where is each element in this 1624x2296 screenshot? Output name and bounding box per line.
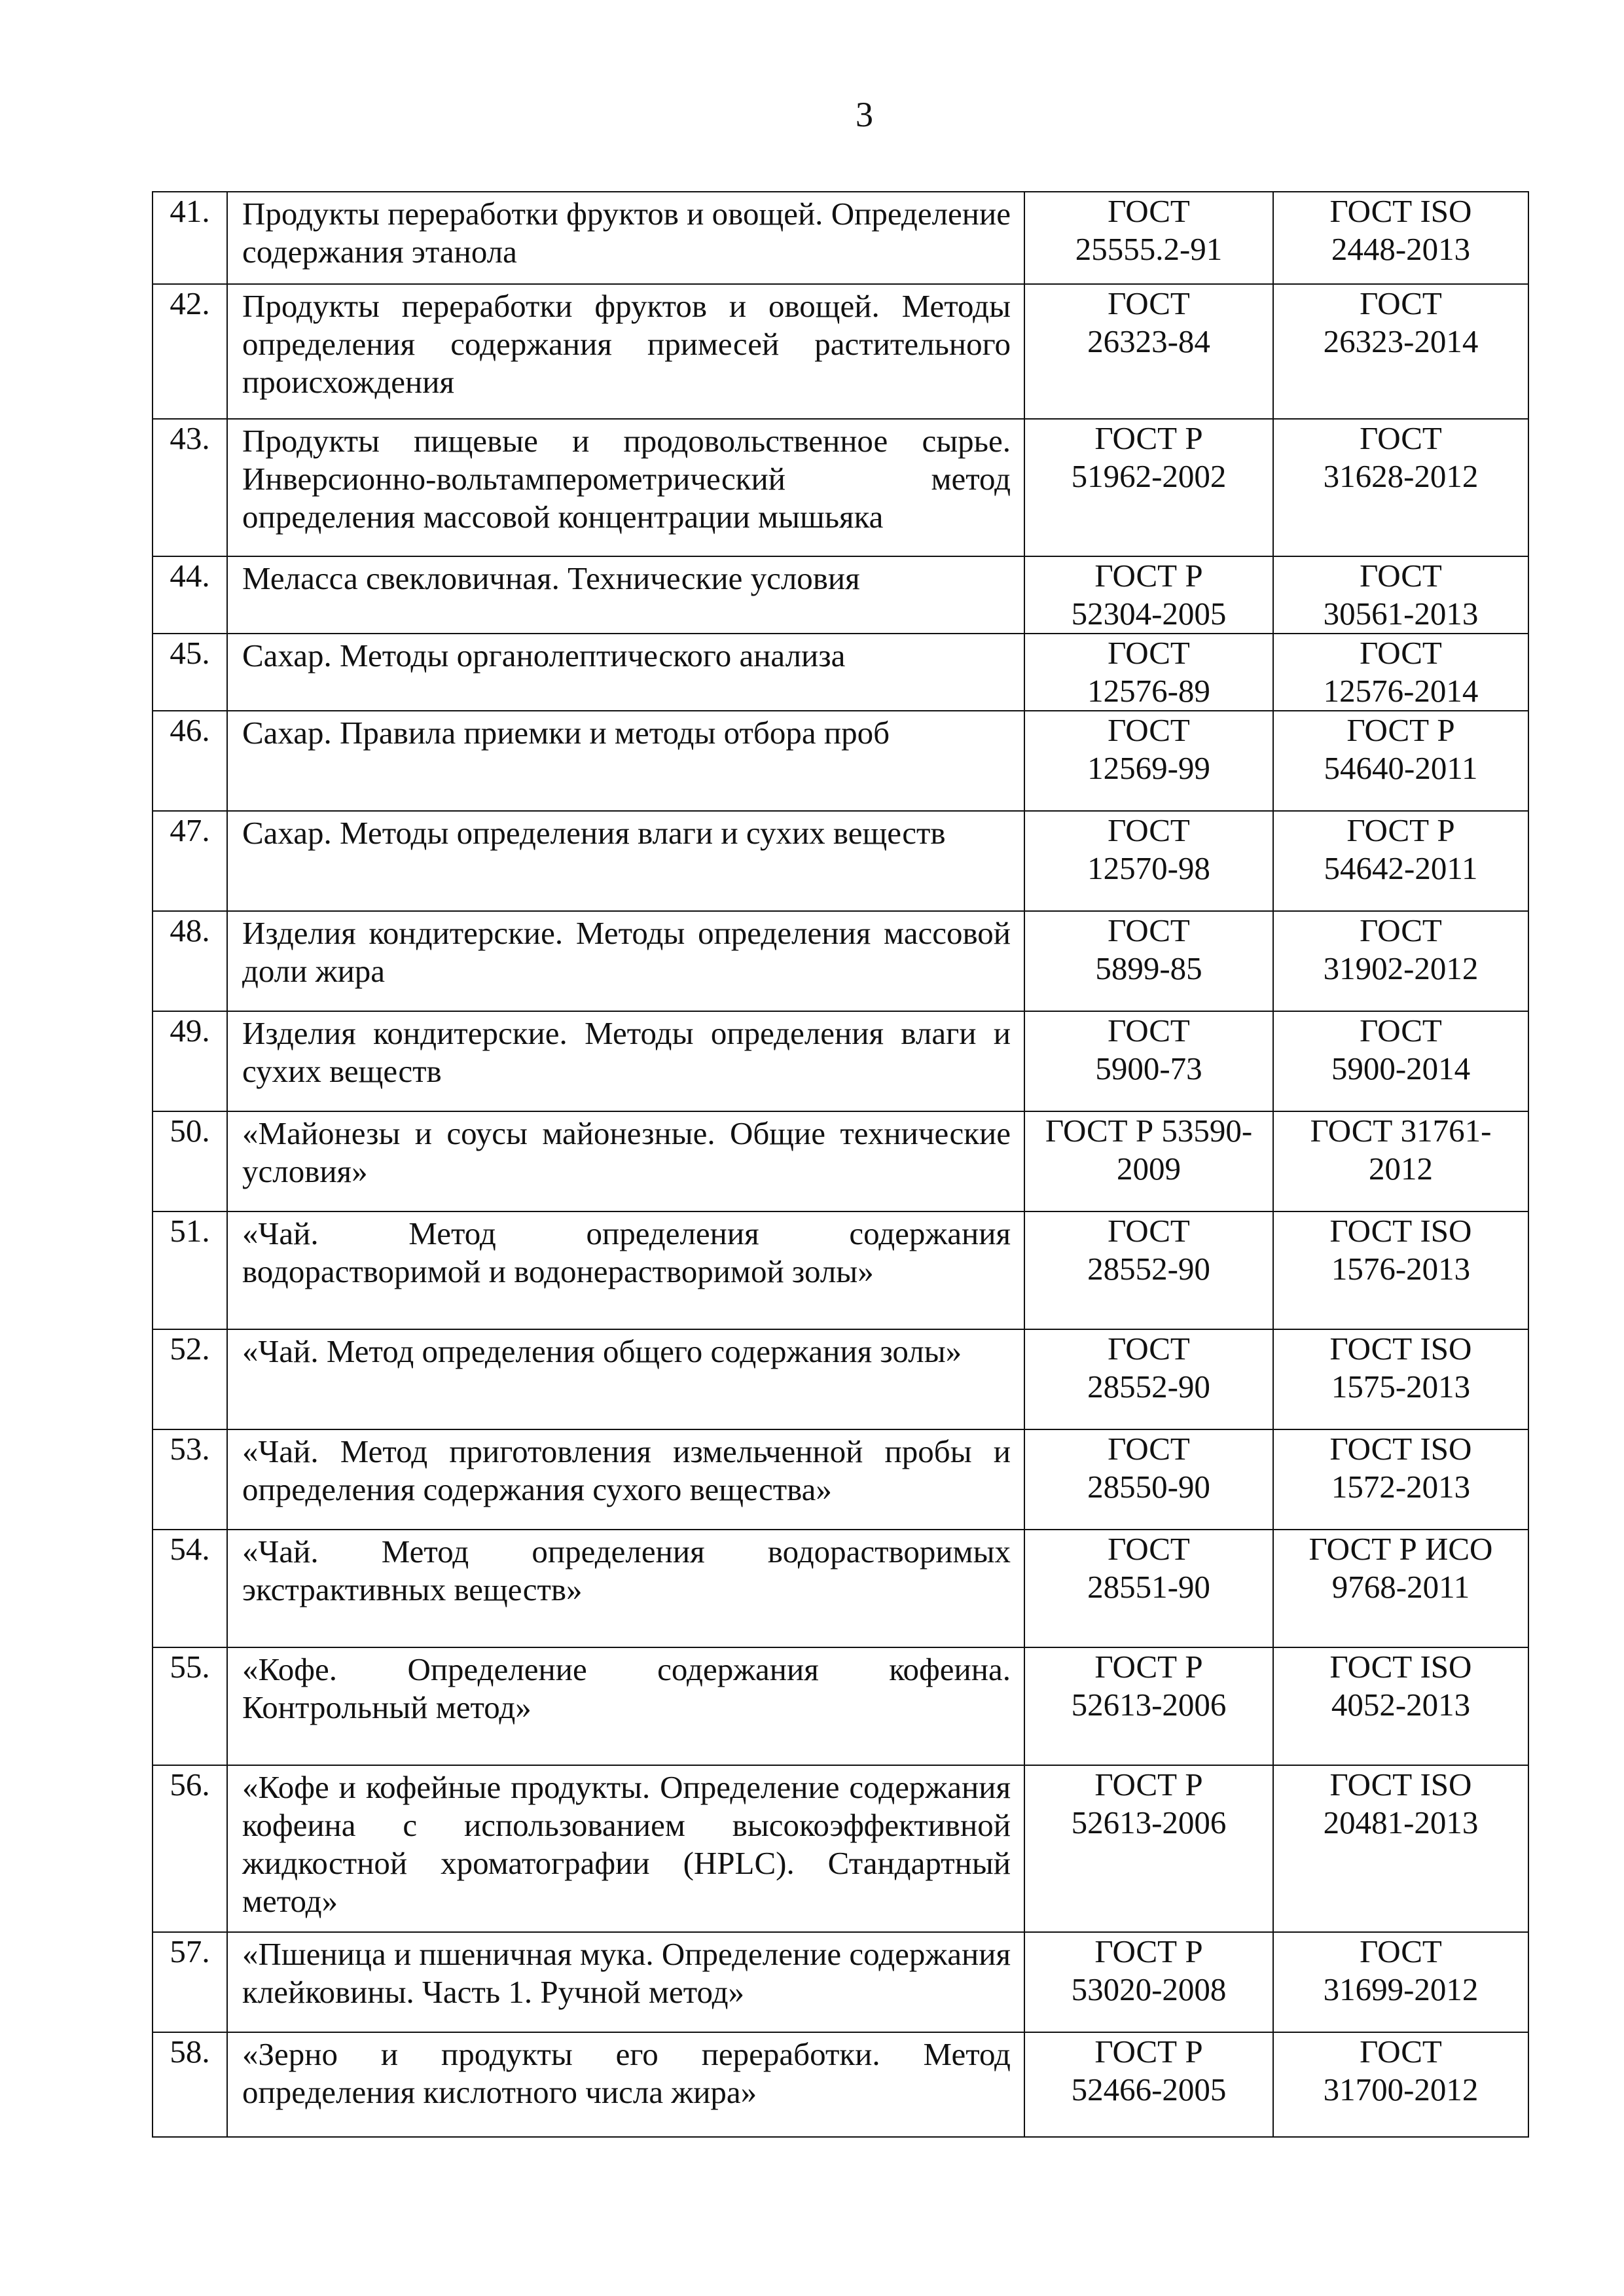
new-standard-code (1273, 911, 1528, 1011)
new-standard-code (1273, 1530, 1528, 1647)
new-standard-code (1273, 634, 1528, 711)
standard-code-line: ГОСТ Р ИСО (1308, 1531, 1493, 1567)
standard-code-line: 54642-2011 (1324, 850, 1478, 886)
standard-code-line: 28551-90 (1087, 1569, 1210, 1605)
new-standard-code (1273, 1932, 1528, 2032)
standard-code-line: 52613-2006 (1071, 1804, 1227, 1840)
new-standard-code (1273, 1211, 1528, 1329)
new-standard-code (1273, 2032, 1528, 2137)
table-row (153, 419, 1528, 556)
row-number: 47. (153, 811, 227, 911)
standard-code-line: 4052-2013 (1331, 1687, 1471, 1723)
standard-code-line: 28552-90 (1087, 1251, 1210, 1287)
standard-code-line: 31700-2012 (1323, 2072, 1479, 2108)
standard-code-line: ГОСТ (1360, 2034, 1442, 2070)
table-row (153, 1932, 1528, 2032)
old-standard-code (1024, 1932, 1273, 2032)
standard-code-line: 2009 (1117, 1151, 1181, 1187)
table-row (153, 634, 1528, 711)
standard-title: Сахар. Методы определения влаги и сухих веществ (227, 811, 1024, 911)
standard-title: «Чай. Метод определения общего содержания золы» (227, 1329, 1024, 1429)
old-standard-code (1024, 1647, 1273, 1765)
row-number: 48. (153, 911, 227, 1011)
standard-code-line: 26323-2014 (1323, 323, 1479, 359)
old-standard-code (1024, 1530, 1273, 1647)
standard-code-line: ГОСТ (1108, 912, 1190, 948)
standard-code-line: ГОСТ Р (1346, 712, 1455, 748)
new-standard-code (1273, 1647, 1528, 1765)
standard-code-line: ГОСТ (1108, 812, 1190, 848)
standard-code-line: ГОСТ ISO (1329, 1649, 1472, 1685)
table-row (153, 192, 1528, 284)
old-standard-code (1024, 419, 1273, 556)
standard-code-line: ГОСТ 31761- (1310, 1113, 1492, 1149)
standard-code-line: 31628-2012 (1323, 458, 1479, 494)
standard-code-line: ГОСТ (1108, 1431, 1190, 1467)
standard-code-line: 9768-2011 (1331, 1569, 1470, 1605)
standard-code-line: ГОСТ (1360, 1933, 1442, 1969)
old-standard-code (1024, 1211, 1273, 1329)
table-row (153, 1111, 1528, 1211)
row-number: 54. (153, 1530, 227, 1647)
standard-title: Изделия кондитерские. Методы определения влаги и сухих веществ (227, 1011, 1024, 1111)
new-standard-code (1273, 284, 1528, 419)
standard-title: Сахар. Методы органолептического анализа (227, 634, 1024, 711)
table-row (153, 1329, 1528, 1429)
new-standard-code (1273, 1765, 1528, 1932)
new-standard-code (1273, 419, 1528, 556)
old-standard-code (1024, 1011, 1273, 1111)
old-standard-code (1024, 556, 1273, 634)
page-number: 3 (856, 95, 873, 134)
standard-code-line: 52613-2006 (1071, 1687, 1227, 1723)
row-number: 56. (153, 1765, 227, 1932)
old-standard-code (1024, 811, 1273, 911)
standard-code-line: ГОСТ (1108, 635, 1190, 671)
standard-code-line: 31699-2012 (1323, 1971, 1479, 2007)
standard-code-line: 28550-90 (1087, 1469, 1210, 1505)
standard-code-line: ГОСТ Р (1094, 1767, 1203, 1803)
standard-title: Меласса свекловичная. Технические условия (227, 556, 1024, 634)
standard-code-line: 5900-73 (1095, 1050, 1202, 1086)
old-standard-code (1024, 911, 1273, 1011)
old-standard-code (1024, 192, 1273, 284)
old-standard-code (1024, 2032, 1273, 2137)
standard-code-line: ГОСТ ISO (1329, 1431, 1472, 1467)
standard-title: Продукты переработки фруктов и овощей. Методы определения содержания примесей растительного происхождения (227, 284, 1024, 419)
new-standard-code (1273, 811, 1528, 911)
standard-code-line: 5899-85 (1095, 950, 1202, 986)
new-standard-code (1273, 1011, 1528, 1111)
row-number: 51. (153, 1211, 227, 1329)
standard-code-line: 1572-2013 (1331, 1469, 1471, 1505)
standard-title: «Чай. Метод определения водорастворимых экстрактивных веществ» (227, 1530, 1024, 1647)
standard-code-line: ГОСТ (1108, 712, 1190, 748)
old-standard-code (1024, 1329, 1273, 1429)
old-standard-code (1024, 711, 1273, 811)
standard-code-line: 28552-90 (1087, 1369, 1210, 1405)
standard-code-line: ГОСТ (1108, 1013, 1190, 1049)
old-standard-code (1024, 1429, 1273, 1530)
standard-code-line: 5900-2014 (1331, 1050, 1471, 1086)
table-row (153, 284, 1528, 419)
table-row (153, 1765, 1528, 1932)
standard-code-line: ГОСТ ISO (1329, 193, 1472, 229)
standard-code-line: ГОСТ (1108, 1331, 1190, 1367)
new-standard-code (1273, 1329, 1528, 1429)
row-number: 53. (153, 1429, 227, 1530)
standard-title: Продукты пищевые и продовольственное сырье. Инверсионно-вольтамперометрический метод определения массовой концентрации мышьяка (227, 419, 1024, 556)
standard-code-line: 52304-2005 (1071, 596, 1227, 632)
old-standard-code (1024, 284, 1273, 419)
standard-title: Сахар. Правила приемки и методы отбора проб (227, 711, 1024, 811)
standards-table (152, 191, 1529, 2138)
standard-code-line: ГОСТ (1360, 912, 1442, 948)
standard-code-line: ГОСТ (1360, 558, 1442, 594)
old-standard-code (1024, 1111, 1273, 1211)
standard-code-line: ГОСТ (1108, 1531, 1190, 1567)
standard-code-line: ГОСТ ISO (1329, 1213, 1472, 1249)
table-row (153, 811, 1528, 911)
standard-code-line: ГОСТ Р (1346, 812, 1455, 848)
table-row (153, 556, 1528, 634)
row-number: 45. (153, 634, 227, 711)
row-number: 42. (153, 284, 227, 419)
new-standard-code (1273, 1429, 1528, 1530)
standard-code-line: ГОСТ Р (1094, 558, 1203, 594)
standard-code-line: ГОСТ (1360, 635, 1442, 671)
standard-title: «Майонезы и соусы майонезные. Общие технические условия» (227, 1111, 1024, 1211)
new-standard-code (1273, 1111, 1528, 1211)
standard-code-line: 12569-99 (1087, 750, 1210, 786)
table-row (153, 1011, 1528, 1111)
standard-code-line: 26323-84 (1087, 323, 1210, 359)
standard-title: «Пшеница и пшеничная мука. Определение содержания клейковины. Часть 1. Ручной метод» (227, 1932, 1024, 2032)
new-standard-code (1273, 192, 1528, 284)
standard-code-line: 1576-2013 (1331, 1251, 1471, 1287)
row-number: 46. (153, 711, 227, 811)
row-number: 55. (153, 1647, 227, 1765)
table-row (153, 1647, 1528, 1765)
table-row (153, 1211, 1528, 1329)
standard-code-line: ГОСТ Р (1094, 1649, 1203, 1685)
standard-code-line: ГОСТ Р 53590- (1045, 1113, 1253, 1149)
standard-code-line: 20481-2013 (1323, 1804, 1479, 1840)
standard-code-line: 1575-2013 (1331, 1369, 1471, 1405)
standard-code-line: 2012 (1369, 1151, 1433, 1187)
old-standard-code (1024, 1765, 1273, 1932)
standard-code-line: ГОСТ (1108, 193, 1190, 229)
row-number: 49. (153, 1011, 227, 1111)
table-row (153, 1530, 1528, 1647)
standard-code-line: ГОСТ Р (1094, 2034, 1203, 2070)
table-row (153, 1429, 1528, 1530)
standard-code-line: 12576-89 (1087, 673, 1210, 709)
standard-code-line: 31902-2012 (1323, 950, 1479, 986)
row-number: 58. (153, 2032, 227, 2137)
standard-code-line: ГОСТ (1360, 420, 1442, 456)
table-row (153, 2032, 1528, 2137)
new-standard-code (1273, 711, 1528, 811)
standard-code-line: 51962-2002 (1071, 458, 1227, 494)
standard-code-line: 54640-2011 (1324, 750, 1478, 786)
standard-code-line: 2448-2013 (1331, 231, 1471, 267)
standard-code-line: ГОСТ Р (1094, 420, 1203, 456)
standard-title: «Зерно и продукты его переработки. Метод определения кислотного числа жира» (227, 2032, 1024, 2137)
row-number: 57. (153, 1932, 227, 2032)
row-number: 50. (153, 1111, 227, 1211)
standard-code-line: 52466-2005 (1071, 2072, 1227, 2108)
standard-code-line: ГОСТ ISO (1329, 1767, 1472, 1803)
standard-code-line: ГОСТ ISO (1329, 1331, 1472, 1367)
row-number: 52. (153, 1329, 227, 1429)
standard-title: «Кофе. Определение содержания кофеина. Контрольный метод» (227, 1647, 1024, 1765)
standard-title: «Чай. Метод определения содержания водорастворимой и водонерастворимой золы» (227, 1211, 1024, 1329)
standard-title: Изделия кондитерские. Методы определения массовой доли жира (227, 911, 1024, 1011)
standard-code-line: ГОСТ (1108, 285, 1190, 321)
standard-code-line: ГОСТ Р (1094, 1933, 1203, 1969)
standard-code-line: ГОСТ (1360, 1013, 1442, 1049)
standards-table-body (153, 192, 1528, 2137)
standard-code-line: 12576-2014 (1323, 673, 1479, 709)
standard-title: «Кофе и кофейные продукты. Определение содержания кофеина с использованием высокоэффективной жидкостной хроматографии (HPLC). Стандартный метод» (227, 1765, 1024, 1932)
row-number: 41. (153, 192, 227, 284)
standard-code-line: 25555.2-91 (1075, 231, 1223, 267)
standard-code-line: 12570-98 (1087, 850, 1210, 886)
table-row (153, 911, 1528, 1011)
standard-code-line: 30561-2013 (1323, 596, 1479, 632)
standard-code-line: ГОСТ (1360, 285, 1442, 321)
standard-code-line: 53020-2008 (1071, 1971, 1227, 2007)
row-number: 44. (153, 556, 227, 634)
standard-title: Продукты переработки фруктов и овощей. Определение содержания этанола (227, 192, 1024, 284)
standard-title: «Чай. Метод приготовления измельченной пробы и определения содержания сухого вещества» (227, 1429, 1024, 1530)
table-row (153, 711, 1528, 811)
old-standard-code (1024, 634, 1273, 711)
row-number: 43. (153, 419, 227, 556)
standard-code-line: ГОСТ (1108, 1213, 1190, 1249)
new-standard-code (1273, 556, 1528, 634)
